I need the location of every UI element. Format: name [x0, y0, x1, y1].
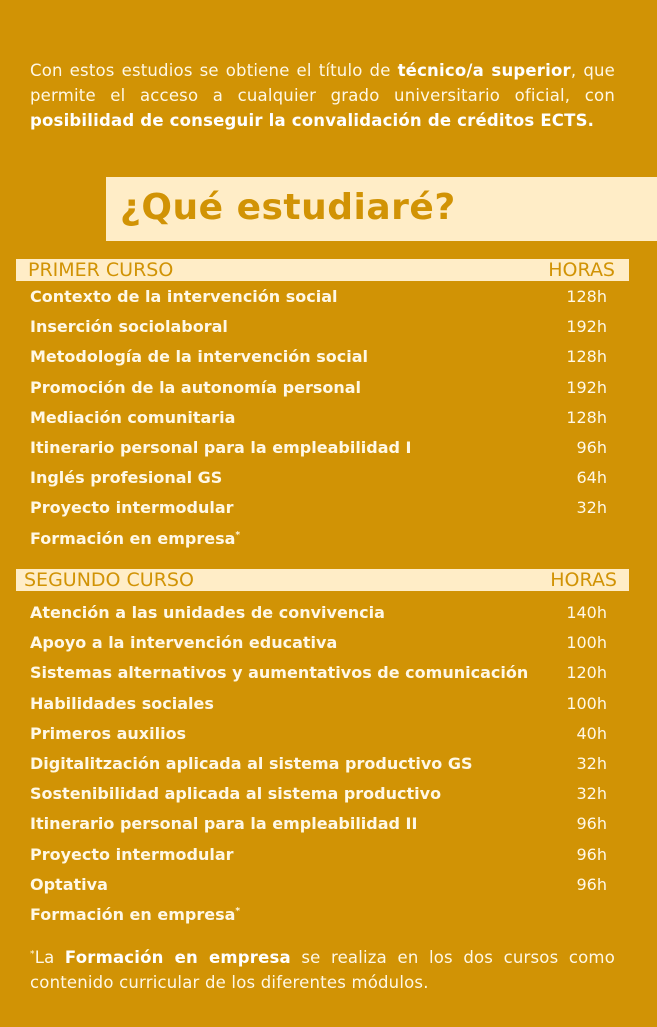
module-name [30, 871, 108, 899]
module-name-text: Sostenibilidad aplicada al sistema productivo [30, 784, 442, 804]
course-row [30, 690, 607, 718]
module-name [30, 599, 385, 627]
course-row [30, 283, 607, 311]
module-name [30, 313, 228, 341]
course-row [30, 810, 607, 838]
module-name [30, 841, 234, 869]
module-hours: 192h [566, 377, 607, 397]
module-name [30, 629, 337, 657]
first-course-hours-label: HORAS [548, 259, 615, 281]
intro-bold-ects: posibilidad de conseguir la convalidación de créditos ECTS. [30, 111, 595, 130]
module-name [30, 659, 528, 687]
module-name-text: Mediación comunitaria [30, 407, 236, 427]
module-name-text: Atención a las unidades de convivencia [30, 603, 385, 622]
module-name-text: Formación en empresa [30, 905, 236, 924]
intro-bold-title: técnico/a superior [397, 61, 571, 80]
module-hours: 64h [576, 468, 607, 488]
module-name [30, 780, 441, 808]
course-row [30, 841, 607, 869]
module-name [30, 750, 472, 778]
module-name-text: Digitalitzación aplicada al sistema productivo GS [30, 754, 473, 773]
course-row [30, 525, 607, 553]
second-course-title: SEGUNDO CURSO [24, 569, 194, 591]
course-row [30, 871, 607, 899]
intro-text-2: , que permite el acceso a cualquier grado universitario oficial, con [30, 61, 616, 105]
module-hours: 32h [576, 754, 607, 773]
module-name [30, 343, 368, 371]
course-row [30, 464, 607, 492]
footnote-mark: * [30, 949, 35, 960]
module-hours: 96h [576, 844, 607, 864]
module-name [30, 404, 235, 432]
module-name [30, 525, 240, 553]
module-name-text: Itinerario personal para la empleabilidad I [30, 438, 412, 457]
module-name-text: Habilidades sociales [30, 693, 214, 713]
second-course-hours-label: HORAS [550, 569, 617, 591]
module-name [30, 283, 338, 311]
module-name-text: Proyecto intermodular [30, 498, 234, 518]
second-course-header [16, 569, 629, 591]
first-course-header [16, 259, 629, 281]
module-name-text: Inglés profesional GS [30, 468, 223, 488]
module-hours: 120h [566, 663, 607, 683]
course-row [30, 629, 607, 657]
module-hours: 96h [576, 814, 607, 834]
module-hours: 100h [566, 693, 607, 713]
module-name [30, 464, 222, 492]
module-hours: 96h [576, 874, 607, 894]
intro-text-1: Con estos estudios se obtiene el título de [30, 61, 398, 80]
module-hours: 100h [566, 633, 607, 653]
course-row [30, 720, 607, 748]
module-name [30, 901, 240, 929]
module-hours: 32h [576, 784, 607, 804]
module-hours: 128h [566, 347, 607, 367]
module-hours: 32h [576, 498, 607, 518]
footnote [30, 945, 615, 995]
course-row [30, 599, 607, 627]
module-hours: 192h [566, 317, 607, 337]
module-name-text: Formación en empresa [30, 528, 236, 548]
module-hours: 128h [566, 287, 607, 306]
course-row [30, 494, 607, 522]
footnote-mark: * [235, 530, 241, 541]
module-name-text: Metodología de la intervención social [30, 347, 368, 367]
module-name-text: Contexto de la intervención social [30, 287, 338, 306]
module-hours: 140h [566, 603, 607, 622]
module-name-text: Itinerario personal para la empleabilidad II [30, 814, 418, 834]
module-hours: 128h [566, 407, 607, 427]
module-hours: 40h [576, 723, 607, 743]
footnote-bold: Formación en empresa [64, 948, 291, 967]
module-name [30, 494, 234, 522]
module-name-text: Inserción sociolaboral [30, 317, 228, 337]
first-course-title: PRIMER CURSO [28, 259, 174, 281]
course-row [30, 404, 607, 432]
module-hours: 96h [576, 438, 607, 457]
module-name-text: Promoción de la autonomía personal [30, 377, 362, 397]
course-row [30, 901, 607, 929]
course-row [30, 780, 607, 808]
module-name-text: Sistemas alternativos y aumentativos de comunicación [30, 663, 529, 683]
footnote-text-2: se realiza en los dos cursos como contenido curricular de los diferentes módulos. [30, 948, 616, 992]
module-name [30, 720, 186, 748]
intro-paragraph [30, 58, 615, 133]
module-name-text: Optativa [30, 874, 108, 894]
module-name [30, 690, 214, 718]
course-row [30, 659, 607, 687]
module-name-text: Primeros auxilios [30, 723, 187, 743]
module-name [30, 434, 412, 462]
module-name [30, 374, 361, 402]
footnote-mark: * [235, 906, 241, 917]
course-row [30, 313, 607, 341]
module-name-text: Apoyo a la intervención educativa [30, 633, 338, 653]
section-heading: ¿Qué estudiaré? [120, 187, 456, 228]
module-name [30, 810, 417, 838]
course-row [30, 750, 607, 778]
course-row [30, 374, 607, 402]
footnote-text-1: La [34, 948, 65, 967]
course-row [30, 434, 607, 462]
course-row [30, 343, 607, 371]
module-name-text: Proyecto intermodular [30, 844, 234, 864]
